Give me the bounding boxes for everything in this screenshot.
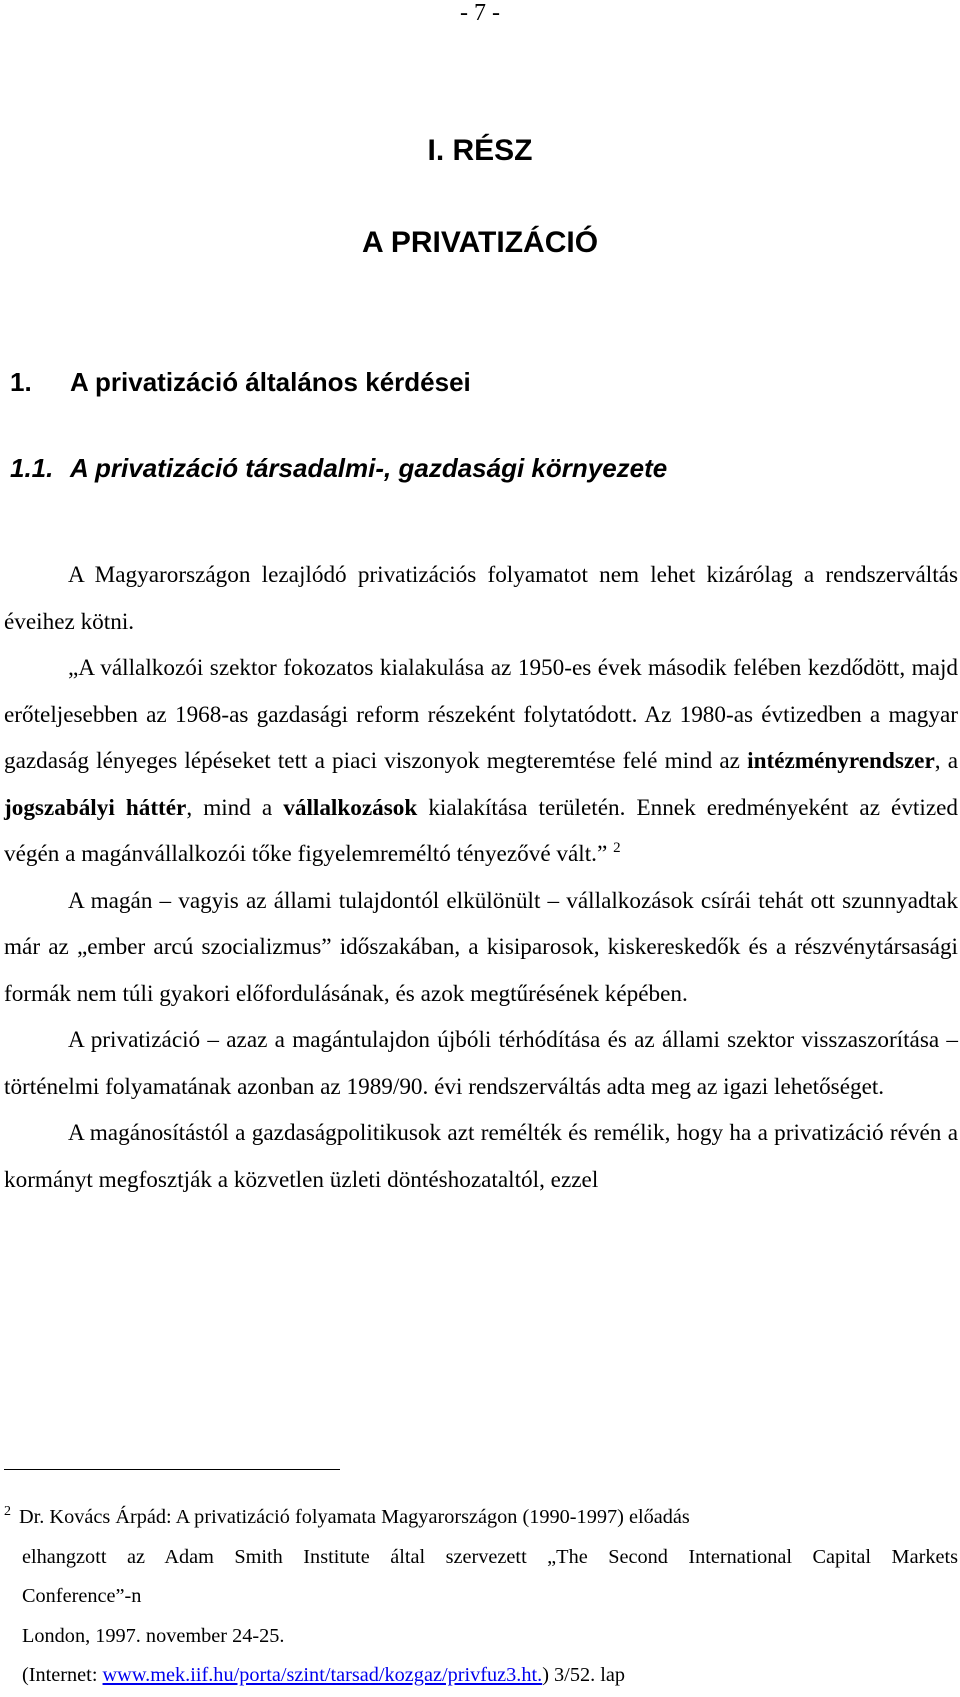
footnote-line-4: London, 1997. november 24-25. — [22, 1624, 285, 1647]
quote-text-part-1: „A vállalkozói szektor fokozatos kialakulása az 1950-es évek második felében kezdődött, majd erőteljesebben az 1968-as gazdasági reform részeként folytatódott. Az 1980-as évtizedben a magyar gazdaság lényeges lépéseket tett a piaci viszonyok megteremtése felé mind az — [4, 655, 958, 774]
footnote — [4, 1498, 958, 1696]
body-text — [4, 552, 958, 1203]
footnote-mark: 2 — [4, 1504, 11, 1519]
footnote-reference[interactable]: 2 — [613, 840, 621, 856]
bold-term-enterprises: vállalkozások — [283, 794, 418, 821]
footnote-internet-prefix: (Internet: — [22, 1664, 103, 1687]
quote-text-part-3: , mind a — [186, 794, 284, 821]
footnote-line-1-text: Dr. Kovács Árpád: A privatizáció folyamata Magyarországon (1990-1997) előadás — [19, 1506, 690, 1528]
subsection-heading — [10, 453, 667, 484]
page-number: - 7 - — [460, 0, 500, 26]
section-number: 1. — [10, 367, 32, 397]
main-title: A PRIVATIZÁCIÓ — [361, 226, 599, 259]
footnote-separator — [4, 1469, 340, 1470]
bold-term-legal-background: jogszabályi háttér — [4, 794, 187, 821]
paragraph-4: A privatizáció – azaz a magántulajdon újbóli térhódítása és az állami szektor visszaszorítása – történelmi folyamatának azonban az 1989/90. évi rendszerváltás adta meg az igazi lehetőséget. — [4, 1027, 958, 1100]
section-heading — [10, 367, 471, 398]
quote-text-part-4: kialakítása területén. Ennek eredményeként az évtized végén a magánvállalkozói tőke figyelemreméltó tényezővé vált.” — [4, 794, 958, 867]
footnote-line-3: Conference”-n — [22, 1585, 142, 1608]
part-title: I. RÉSZ — [427, 134, 533, 167]
footnote-line-1 — [4, 1498, 958, 1538]
footnote-line-5 — [4, 1656, 958, 1696]
bold-term-institutional-system: intézményrendszer — [747, 748, 935, 774]
subsection-title: A privatizáció társadalmi-, gazdasági környezete — [70, 453, 668, 483]
footnote-line-2: elhangzott az Adam Smith Institute által szervezett „The Second International Capital Markets — [22, 1545, 958, 1568]
subsection-number: 1.1. — [10, 453, 54, 483]
paragraph-2-quote — [4, 645, 958, 878]
footnote-url-link[interactable]: www.mek.iif.hu/porta/szint/tarsad/kozgaz/privfuz3.ht. — [102, 1664, 543, 1687]
footnote-page-ref: ) 3/52. lap — [542, 1664, 626, 1687]
paragraph-1: A Magyarországon lezajlódó privatizációs folyamatot nem lehet kizárólag a rendszerváltás éveihez kötni. — [4, 562, 958, 635]
paragraph-5: A magánosítástól a gazdaságpolitikusok azt remélték és remélik, hogy ha a privatizáció révén a kormányt megfosztják a közvetlen üzleti döntéshozataltól, ezzel — [4, 1120, 958, 1193]
section-title: A privatizáció általános kérdései — [70, 367, 471, 397]
paragraph-3: A magán – vagyis az állami tulajdontól elkülönült – vállalkozások csírái tehát ott szunnyadtak már az „ember arcú szocializmus” időszakában, a kisiparosok, kiskereskedők és a részvénytársasági formák nem túli gyakori előfordulásának, és azok megtűrésének képében. — [4, 887, 958, 1007]
quote-text-part-2: , a — [934, 748, 958, 774]
